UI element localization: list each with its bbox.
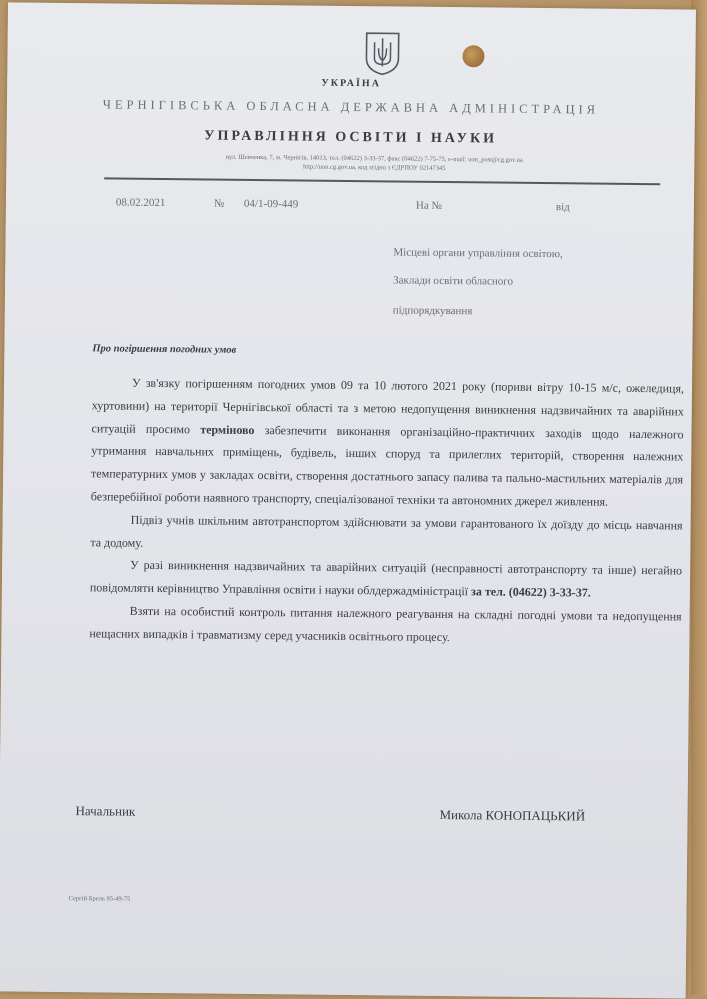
signatory-name: Микола КОНОПАЦЬКИЙ [439, 806, 586, 824]
stamp-mark [462, 45, 484, 67]
letter-body [89, 371, 684, 651]
paragraph-text: У зв'язку погіршенням погодних умов 09 та 10 лютого 2021 року (пориви вітру 10-15 м/с, ожеледиця, хуртовини) на території Чернігівської області та з метою недопущення виникнення надзвичайних та аварійних ситуацій просимо [91, 375, 685, 437]
executor-note: Сергій Брель 95-49-75 [68, 895, 131, 903]
body-paragraph: Підвіз учнів шкільним автотранспортом здійснювати за умови гарантованого їх доїзду до місць навчання та додому. [90, 512, 683, 550]
body-paragraph [91, 371, 684, 514]
contacts-line: http://uon.cg.gov.ua, код згідно з ЄДРПОУ 02147345 [303, 163, 446, 172]
country-name: УКРАЇНА [321, 77, 382, 90]
addressee-line: Заклади освіти обласного [393, 274, 514, 288]
paragraph-text: У разі виникнення надзвичайних та аварійних ситуацій (несправності автотранспорту та інше) негайно повідомляти керівництво Управління освіти і науки облдержадміністрації [89, 558, 683, 599]
paragraph-text: забезпечити виконання організаційно-практичних заходів щодо належного утримання навчальних приміщень, будівель, інших споруд та прилеглих територій, створення належних температурних умов у закладах освіти, створення достатнього запасу палива та пально-мастильних матеріалів для безперебійної роботи наявного транспорту, спеціалізованої техніки та автономних джерел живлення. [90, 422, 684, 509]
phone-number: за тел. (04622) 3-33-37. [470, 584, 591, 600]
body-paragraph [90, 554, 682, 606]
emphasis-text: терміново [200, 422, 255, 437]
header-divider [104, 177, 660, 185]
from-label: від [555, 201, 570, 214]
administration-name: ЧЕРНІГІВСЬКА ОБЛАСНА ДЕРЖАВНА АДМІНІСТРАЦІЯ [102, 97, 600, 117]
letter-page [0, 2, 696, 998]
department-name: УПРАВЛІННЯ ОСВІТИ І НАУКИ [204, 128, 498, 147]
signatory-title: Начальник [75, 803, 136, 819]
contacts-line: вул. Шевченка, 7, м. Чернігів, 14013, тел. (04622) 3-33-37, факс (04622) 7-75-75, e-mail: uon_post@cg.gov.ua [225, 153, 523, 164]
document-number: 04/1-09-449 [243, 197, 299, 211]
trident-coat-of-arms-icon [362, 30, 402, 76]
reference-label: На № [415, 199, 443, 212]
letter-subject: Про погіршення погодних умов [92, 343, 237, 356]
document-date: 08.02.2021 [115, 196, 166, 210]
contacts-block [114, 152, 634, 175]
body-paragraph: Взяти на особистий контроль питання належного реагування на складні погодні умови та недопущення нещасних випадків і травматизму серед учасників освітнього процесу. [89, 603, 682, 644]
number-label: № [213, 197, 225, 210]
addressee-line: Місцеві органи управління освітою, [393, 246, 563, 261]
addressee-line: підпорядкування [392, 304, 473, 318]
